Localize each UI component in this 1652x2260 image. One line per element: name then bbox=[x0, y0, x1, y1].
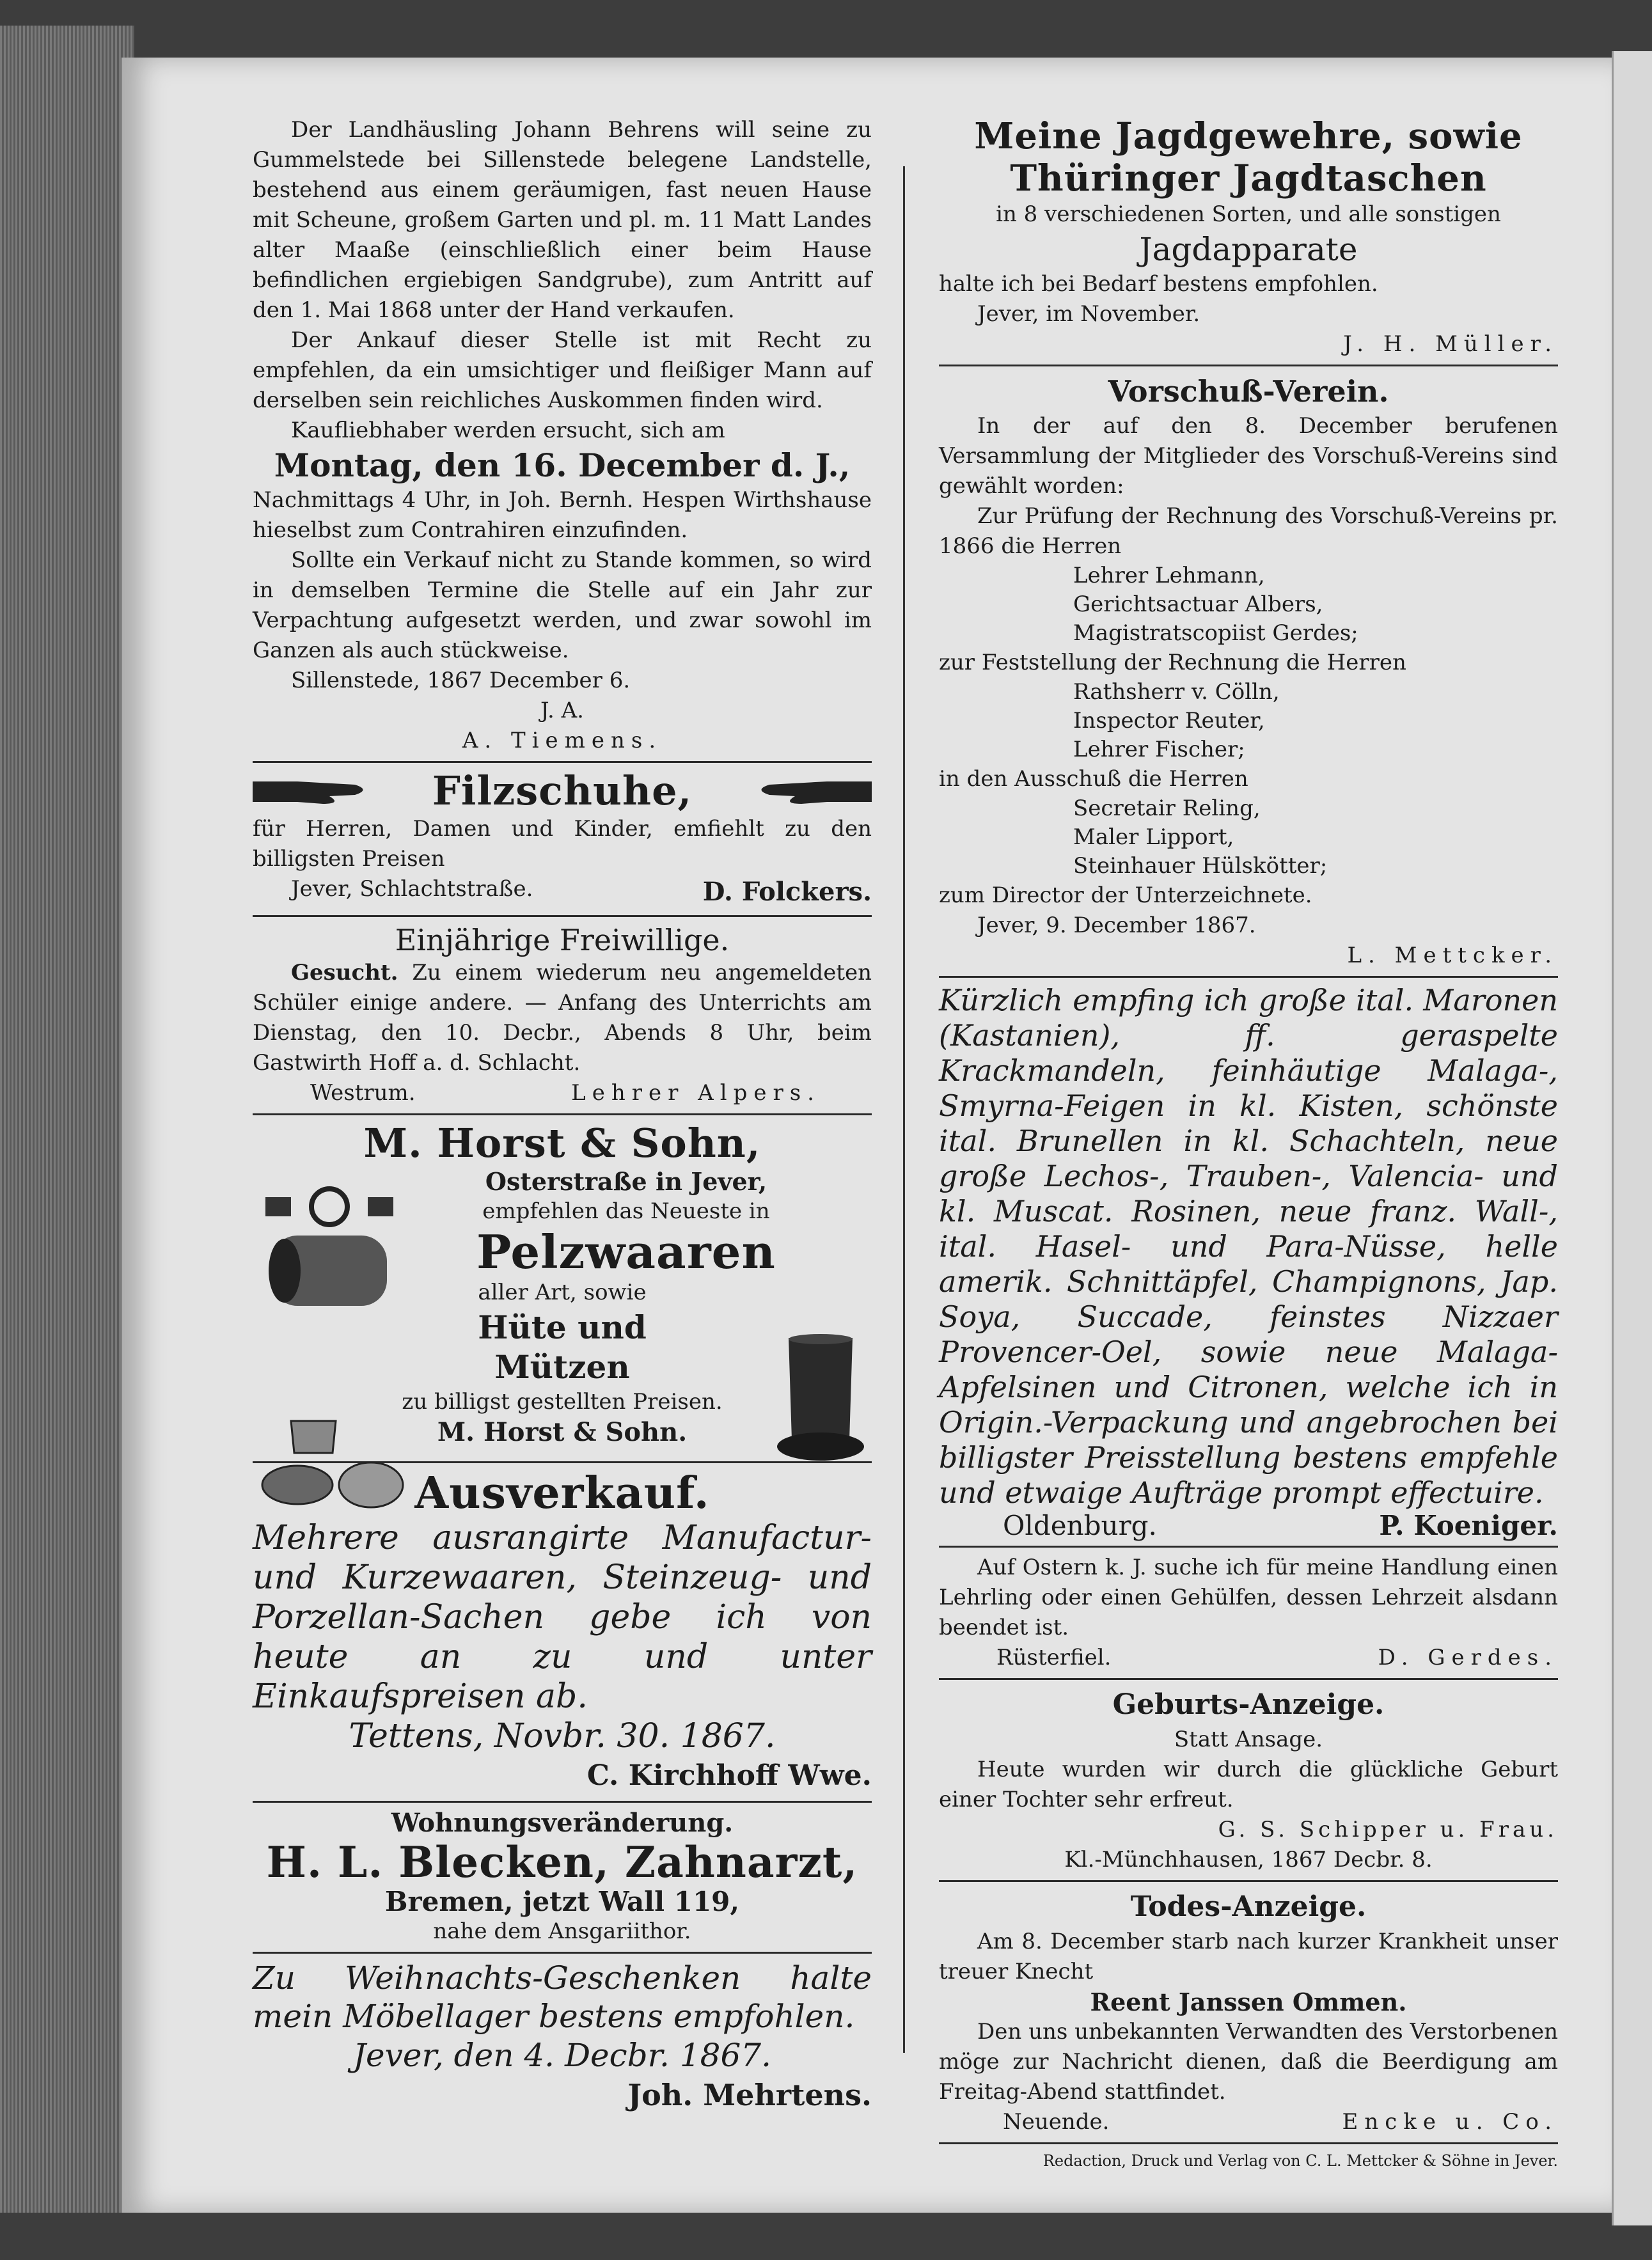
list-item: Maler Lipport, bbox=[1073, 824, 1234, 850]
land-sale-signature: A. Tiemens. bbox=[462, 728, 663, 753]
horst-furs: Pelzwaaren bbox=[476, 1225, 776, 1279]
clearance-headline: Ausverkauf. bbox=[414, 1468, 710, 1519]
apprentice-text: Auf Ostern k. J. suche ich für meine Handlung einen Lehrling oder einen Gehülfen, dessen Lehrzeit alsdann beendet ist. bbox=[939, 1555, 1558, 1640]
hunting-line-2: halte ich bei Bedarf bestens empfohlen. bbox=[939, 271, 1378, 297]
divider bbox=[253, 915, 872, 917]
birth-place: Kl.-Münchhausen, 1867 Decbr. 8. bbox=[1064, 1847, 1433, 1872]
divider bbox=[253, 1113, 872, 1115]
hunting-headline-1: Meine Jagdgewehre, sowie bbox=[974, 115, 1523, 157]
clearance-signature: C. Kirchhoff Wwe. bbox=[586, 1759, 872, 1792]
list-item: Secretair Reling, bbox=[1073, 796, 1261, 821]
credit-union-text-5: zum Director der Unterzeichnete. bbox=[939, 883, 1312, 908]
death-place: Neuende. bbox=[1003, 2109, 1110, 2135]
land-sale-text-4: Nachmittags 4 Uhr, in Joh. Bernh. Hespen Wirthshause hieselbst zum Contrahiren einzufinden. bbox=[253, 487, 872, 543]
hunting-headline-2: Thüringer Jagdtaschen bbox=[1010, 157, 1487, 200]
horst-line-1: empfehlen das Neueste in bbox=[482, 1198, 770, 1224]
ad-groceries bbox=[939, 983, 1558, 1541]
land-sale-text-5: Sollte ein Verkauf nicht zu Stande kommen, so wird in demselben Termine die Stelle auf ein Jahr zur Verpachtung aufgesetzt werden, und zwar sowohl im Ganzen als auch stückweise. bbox=[253, 547, 872, 663]
fur-muff-illustration bbox=[259, 1184, 400, 1312]
pointing-hand-left-icon bbox=[750, 772, 872, 810]
book-page-edges bbox=[0, 26, 134, 2213]
list-item: Magistratscopiist Gerdes; bbox=[1073, 620, 1358, 646]
credit-union-list-3 bbox=[939, 794, 1558, 881]
birth-headline: Geburts-Anzeige. bbox=[1112, 1688, 1385, 1721]
divider bbox=[253, 761, 872, 763]
clearance-text: Mehrere ausrangirte Manufactur- und Kurzewaaren, Steinzeug- und Porzellan-Sachen gebe ich von heute an zu und unter Einkaufspreisen ab. bbox=[253, 1519, 872, 1716]
pointing-hand-right-icon bbox=[253, 772, 374, 810]
land-sale-place-date: Sillenstede, 1867 December 6. bbox=[291, 668, 631, 693]
dentist-name: H. L. Blecken, Zahnarzt, bbox=[266, 1837, 858, 1887]
clearance-date: Tettens, Novbr. 30. 1867. bbox=[349, 1717, 776, 1755]
volunteers-lead: Gesucht. bbox=[291, 960, 398, 985]
credit-union-signature: L. Mettcker. bbox=[1347, 943, 1558, 968]
divider bbox=[939, 1546, 1558, 1548]
ad-death bbox=[939, 1887, 1558, 2137]
credit-union-list-1 bbox=[939, 561, 1558, 648]
divider bbox=[253, 1801, 872, 1803]
death-name: Reent Janssen Ommen. bbox=[1090, 1988, 1407, 2016]
divider bbox=[939, 976, 1558, 978]
volunteers-signature: Lehrer Alpers. bbox=[571, 1080, 821, 1106]
hunting-line-1: in 8 verschiedenen Sorten, und alle sonstigen bbox=[996, 201, 1501, 227]
divider bbox=[939, 1678, 1558, 1680]
left-column bbox=[253, 115, 872, 2115]
hunting-signature: J. H. Müller. bbox=[1343, 331, 1558, 357]
imprint-footer: Redaction, Druck und Verlag von C. L. Mettcker & Söhne in Jever. bbox=[1042, 2152, 1558, 2170]
column-divider bbox=[903, 166, 905, 2053]
felt-shoes-signature: D. Folckers. bbox=[702, 877, 872, 907]
ad-credit-union bbox=[939, 372, 1558, 971]
hunting-place: Jever, im November. bbox=[977, 301, 1200, 327]
felt-shoes-headline: Filzschuhe, bbox=[432, 767, 693, 814]
credit-union-list-2 bbox=[939, 678, 1558, 764]
list-item: Gerichtsactuar Albers, bbox=[1073, 592, 1323, 617]
furniture-text: Zu Weihnachts-Geschenken halte mein Möbellager bestens empfohlen. bbox=[253, 1959, 872, 2035]
groceries-text: Kürzlich empfing ich große ital. Maronen (Kastanien), ff. geraspelte Krackmandeln, feinhäutige Malaga-, Smyrna-Feigen in kl. Kisten, schönste ital. Brunellen in kl. Schachteln, neue große Lechos-, Trauben-, Valencia- und kl. Muscat. Rosinen, neue franz. Wall-, ital. Hasel- und Para-Nüsse, helle amerik. Schnittäpfel, Champignons, Jap. Soya, Succade, feinstes Nizzaer Provencer-Oel, sowie neue Malaga-Apfelsinen und Citronen, welche ich in Origin.-Verpackung und angebrochen bei billigster Preisstellung bestens empfehle und etwaige Aufträge prompt effectuire. bbox=[939, 983, 1558, 1510]
volunteers-headline: Einjährige Freiwillige. bbox=[395, 923, 730, 957]
furniture-signature: Joh. Mehrtens. bbox=[627, 2078, 872, 2112]
land-sale-text-1: Der Landhäusling Johann Behrens will seine zu Gummelstede bei Sillenstede belegene Landstelle, bestehend aus einem geräumigen, fast neuen Hause mit Scheune, großem Garten und pl. m. 11 Matt Landes alter Maaße (einschließlich einer beim Hause befindlichen ergiebigen Sandgrube), zum Antritt auf den 1. Mai 1868 unter der Hand verkaufen. bbox=[253, 117, 872, 323]
next-page-edge bbox=[1612, 51, 1652, 2225]
credit-union-text-1: In der auf den 8. December berufenen Versammlung der Mitglieder des Vorschuß-Vereins sind gewählt worden: bbox=[939, 413, 1558, 499]
apprentice-signature: D. Gerdes. bbox=[1378, 1645, 1558, 1670]
groceries-place: Oldenburg. bbox=[1003, 1510, 1157, 1541]
top-hat-illustration bbox=[776, 1331, 865, 1466]
ad-hunting bbox=[939, 115, 1558, 359]
birth-signature: G. S. Schipper u. Frau. bbox=[1218, 1817, 1558, 1842]
horst-hats-2: Mützen bbox=[494, 1348, 630, 1386]
dentist-line-1: Wohnungsveränderung. bbox=[391, 1808, 734, 1838]
horst-hats-1: Hüte und bbox=[478, 1308, 647, 1346]
dentist-address: Bremen, jetzt Wall 119, bbox=[384, 1886, 740, 1917]
list-item: Lehrer Fischer; bbox=[1073, 737, 1245, 762]
horst-signature: M. Horst & Sohn. bbox=[437, 1417, 688, 1447]
death-text-1: Am 8. December starb nach kurzer Krankheit unser treuer Knecht bbox=[939, 1929, 1558, 1984]
felt-shoes-place: Jever, Schlachtstraße. bbox=[291, 876, 533, 902]
felt-shoes-text: für Herren, Damen und Kinder, emfiehlt zu den billigsten Preisen bbox=[253, 816, 872, 872]
divider bbox=[939, 1880, 1558, 1882]
ad-land-sale bbox=[253, 115, 872, 756]
credit-union-text-3: zur Feststellung der Rechnung die Herren bbox=[939, 650, 1406, 675]
credit-union-headline: Vorschuß-Verein. bbox=[1108, 374, 1389, 409]
divider bbox=[939, 2142, 1558, 2144]
death-signature: Encke u. Co. bbox=[1342, 2109, 1558, 2135]
ad-felt-shoes bbox=[253, 768, 872, 910]
volunteers-text: Zu einem wiederum neu angemeldeten Schüler einige andere. — Anfang des Unterrichts am Dienstag, den 10. Decbr., Abends 8 Uhr, beim Gastwirth Hoff a. d. Schlacht. bbox=[253, 960, 872, 1076]
apprentice-place: Rüsterfiel. bbox=[996, 1645, 1112, 1670]
furniture-date: Jever, den 4. Decbr. 1867. bbox=[353, 2037, 771, 2074]
birth-text: Heute wurden wir durch die glückliche Geburt einer Tochter sehr erfreut. bbox=[939, 1757, 1558, 1812]
list-item: Steinhauer Hülskötter; bbox=[1073, 853, 1328, 879]
ad-clearance-sale bbox=[253, 1468, 872, 1796]
divider bbox=[253, 1952, 872, 1954]
ad-apprentice bbox=[939, 1553, 1558, 1673]
ad-horst-sohn bbox=[253, 1120, 872, 1456]
ad-volunteers bbox=[253, 922, 872, 1108]
death-text-2: Den uns unbekannten Verwandten des Verstorbenen möge zur Nachricht dienen, daß die Beerdigung am Freitag-Abend stattfindet. bbox=[939, 2019, 1558, 2105]
land-sale-date: Montag, den 16. December d. J., bbox=[274, 446, 851, 484]
credit-union-text-4: in den Ausschuß die Herren bbox=[939, 766, 1248, 792]
ad-dentist bbox=[253, 1808, 872, 1947]
volunteers-place: Westrum. bbox=[310, 1080, 416, 1106]
hunting-headline-3: Jagdapparate bbox=[1139, 231, 1358, 268]
list-item: Lehrer Lehmann, bbox=[1073, 563, 1265, 588]
horst-street: Osterstraße in Jever, bbox=[485, 1167, 767, 1196]
land-sale-text-3: Kaufliebhaber werden ersucht, sich am bbox=[291, 418, 725, 443]
birth-subtitle: Statt Ansage. bbox=[1174, 1727, 1323, 1752]
horst-line-3: zu billigst gestellten Preisen. bbox=[402, 1389, 723, 1415]
death-headline: Todes-Anzeige. bbox=[1130, 1890, 1367, 1923]
ad-furniture bbox=[253, 1959, 872, 2115]
credit-union-date: Jever, 9. December 1867. bbox=[977, 913, 1256, 938]
list-item: Inspector Reuter, bbox=[1073, 708, 1265, 734]
horst-headline: M. Horst & Sohn, bbox=[363, 1120, 761, 1166]
dentist-address-2: nahe dem Ansgariithor. bbox=[433, 1919, 691, 1944]
land-sale-ia: J. A. bbox=[540, 698, 584, 723]
land-sale-text-2: Der Ankauf dieser Stelle ist mit Recht zu empfehlen, da ein umsichtiger und fleißiger Mann auf derselben sein reichliches Auskommen finden wird. bbox=[253, 327, 872, 413]
divider bbox=[939, 365, 1558, 366]
ad-birth bbox=[939, 1685, 1558, 1875]
list-item: Rathsherr v. Cölln, bbox=[1073, 679, 1280, 705]
right-column bbox=[939, 115, 1558, 2186]
groceries-signature: P. Koeniger. bbox=[1379, 1510, 1558, 1541]
credit-union-text-2: Zur Prüfung der Rechnung des Vorschuß-Vereins pr. 1866 die Herren bbox=[939, 503, 1558, 559]
horst-line-2: aller Art, sowie bbox=[478, 1280, 647, 1305]
